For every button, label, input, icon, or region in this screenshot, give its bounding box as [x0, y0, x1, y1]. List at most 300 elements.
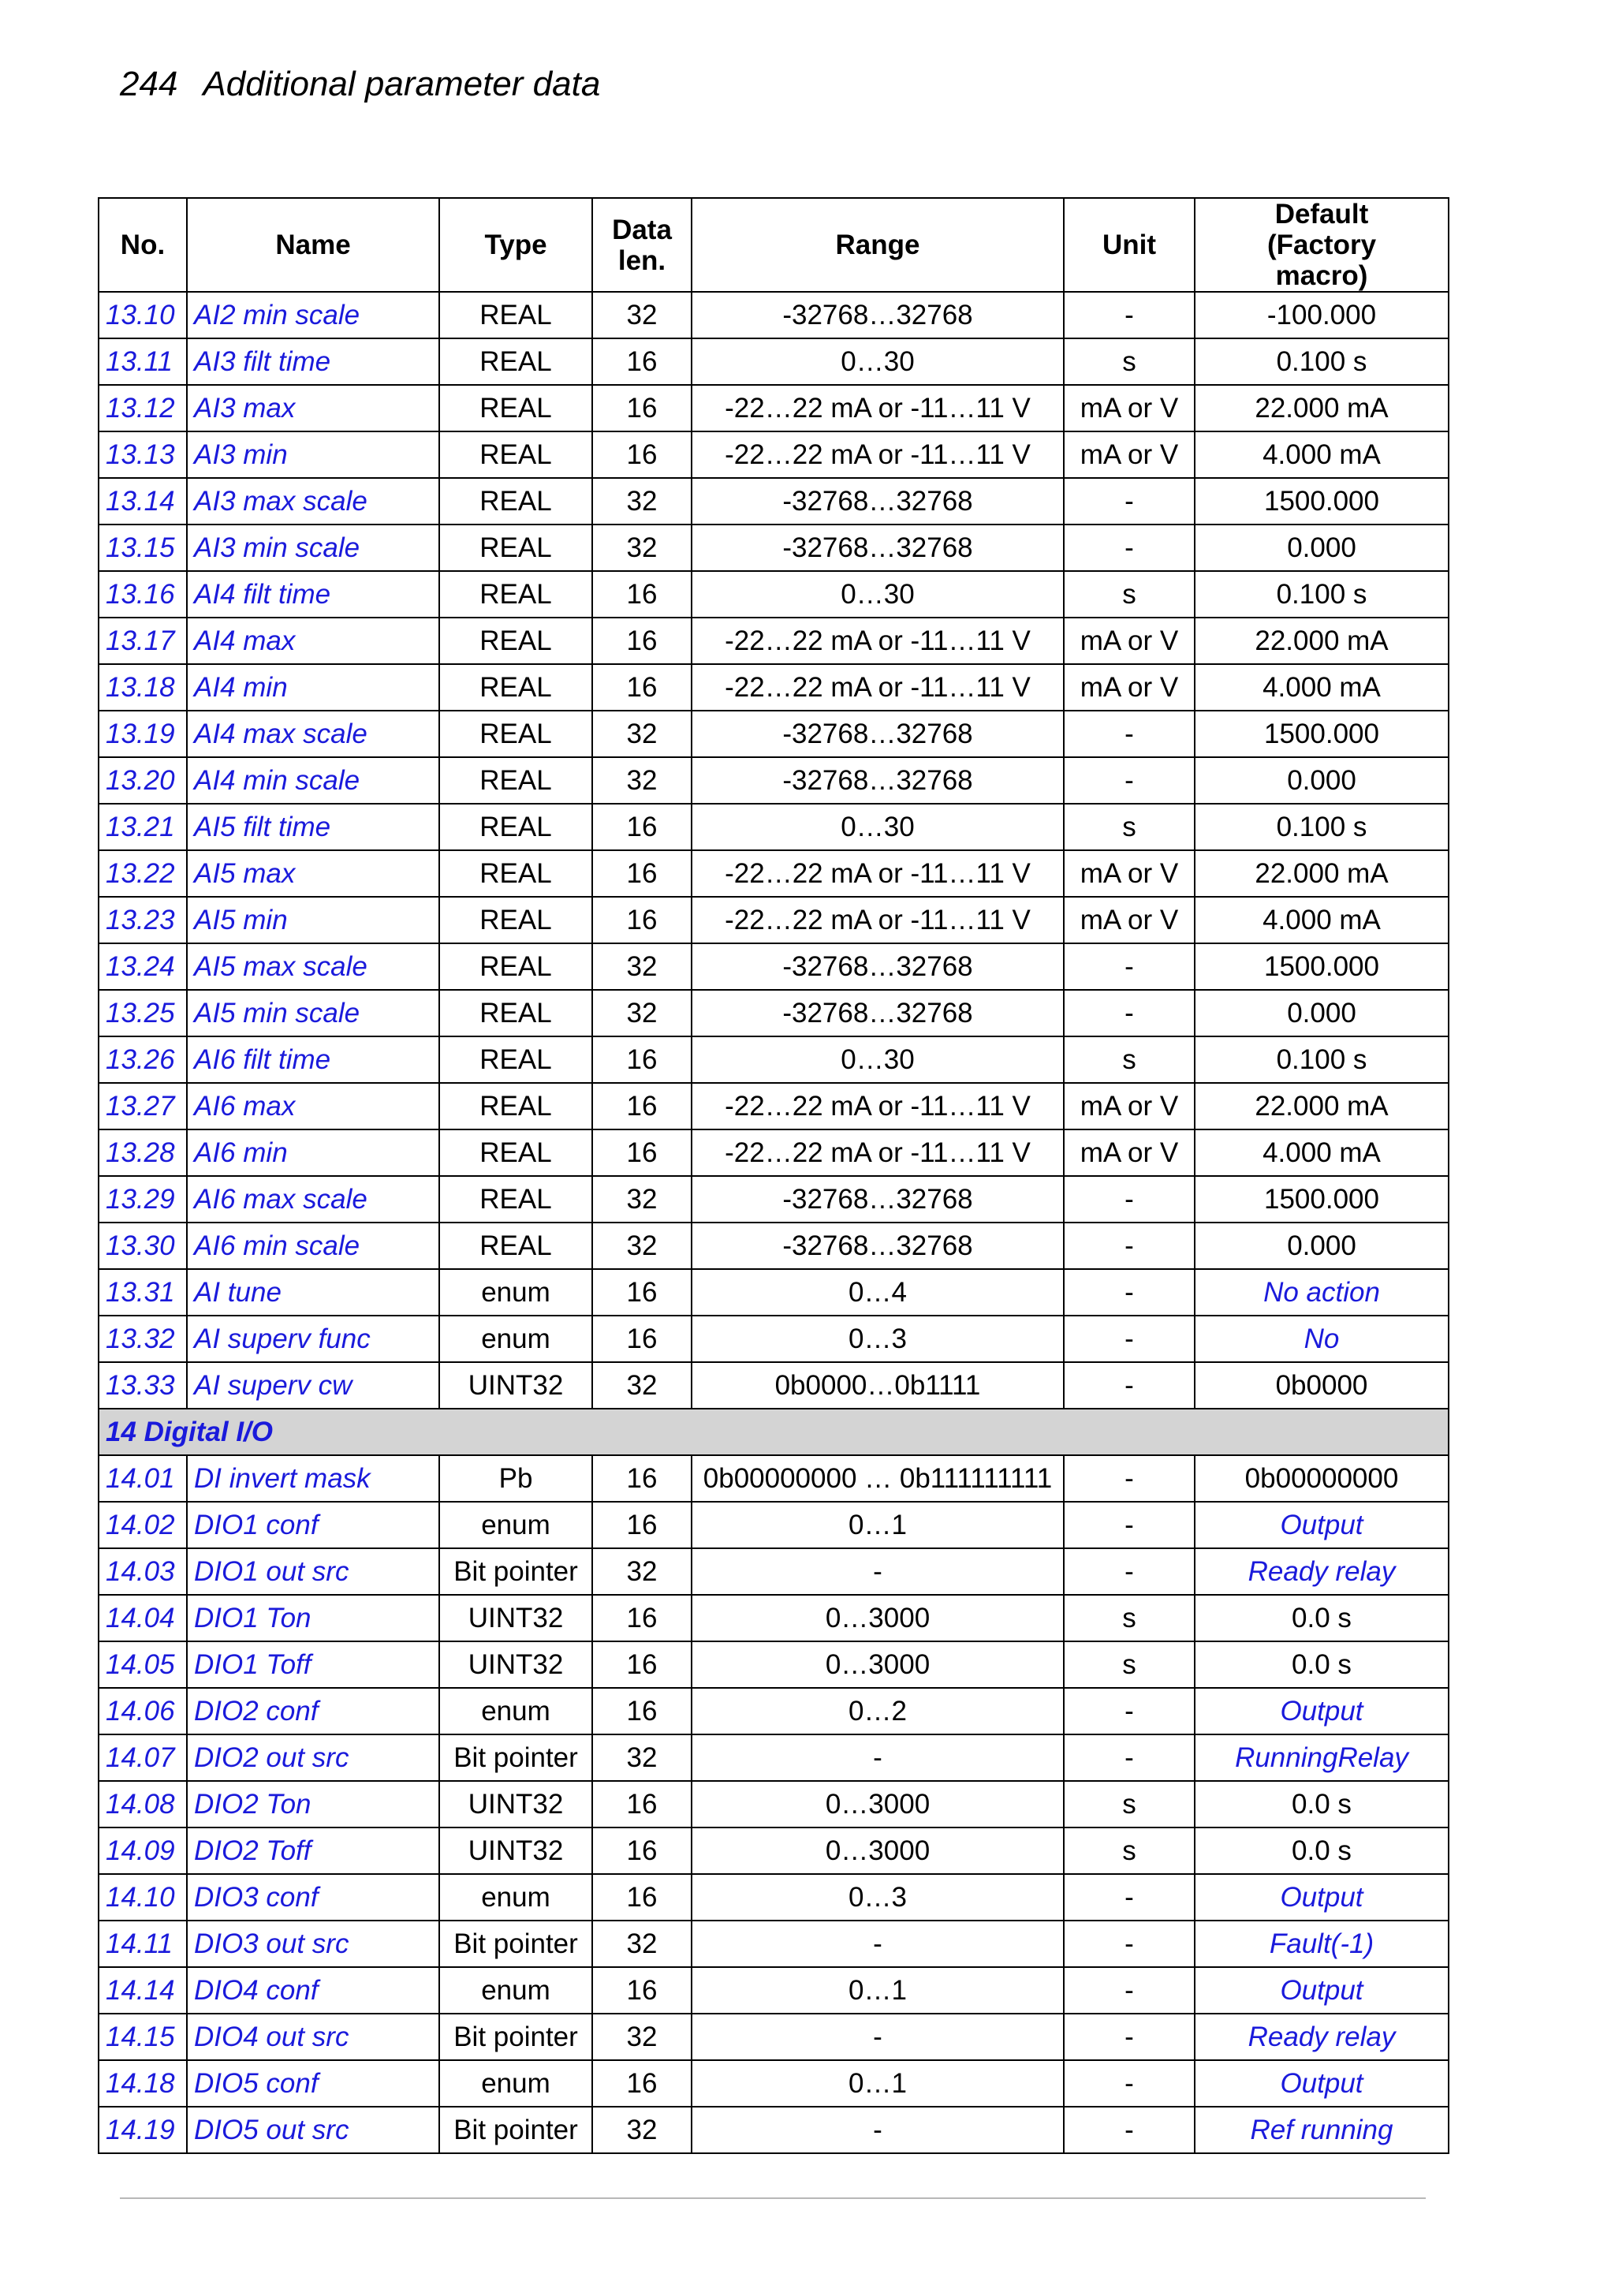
data-len-cell: 16: [592, 1874, 692, 1921]
parameter-number-link[interactable]: 14.09: [99, 1827, 187, 1874]
column-header-default: [1195, 198, 1449, 292]
parameter-number-link[interactable]: 13.23: [99, 897, 187, 943]
parameter-name-link[interactable]: DIO3 out src: [187, 1921, 439, 1967]
default-value-link[interactable]: Output: [1195, 1502, 1449, 1548]
range-cell: -22…22 mA or -11…11 V: [692, 850, 1064, 897]
parameter-number-link[interactable]: 13.11: [99, 338, 187, 385]
table-row: [99, 990, 1449, 1036]
table-row: [99, 1455, 1449, 1502]
default-value-cell: 0.0 s: [1195, 1595, 1449, 1641]
unit-cell: -: [1064, 2014, 1195, 2060]
column-header-data-len-text: Data len.: [612, 214, 672, 276]
range-cell: -32768…32768: [692, 711, 1064, 757]
unit-cell: s: [1064, 1036, 1195, 1083]
data-len-cell: 16: [592, 2060, 692, 2107]
parameter-name-link[interactable]: AI6 filt time: [187, 1036, 439, 1083]
table-row: [99, 2060, 1449, 2107]
type-cell: REAL: [439, 618, 592, 664]
default-value-cell: 0.0 s: [1195, 1827, 1449, 1874]
unit-cell: -: [1064, 1362, 1195, 1409]
parameter-name-link[interactable]: DIO3 conf: [187, 1874, 439, 1921]
default-value-cell: 22.000 mA: [1195, 618, 1449, 664]
parameter-name-link[interactable]: AI5 max: [187, 850, 439, 897]
parameter-name-link[interactable]: DIO2 out src: [187, 1734, 439, 1781]
parameter-number-link[interactable]: 14.11: [99, 1921, 187, 1967]
unit-cell: -: [1064, 1502, 1195, 1548]
data-len-cell: 16: [592, 1967, 692, 2014]
table-row: [99, 525, 1449, 571]
unit-cell: -: [1064, 525, 1195, 571]
default-value-link[interactable]: Ready relay: [1195, 1548, 1449, 1595]
parameter-number-link[interactable]: 13.17: [99, 618, 187, 664]
parameter-name-link[interactable]: DIO1 conf: [187, 1502, 439, 1548]
unit-cell: -: [1064, 478, 1195, 525]
unit-cell: mA or V: [1064, 850, 1195, 897]
data-len-cell: 16: [592, 804, 692, 850]
parameter-number-link[interactable]: 13.19: [99, 711, 187, 757]
range-cell: -22…22 mA or -11…11 V: [692, 618, 1064, 664]
default-value-link[interactable]: RunningRelay: [1195, 1734, 1449, 1781]
parameter-name-link[interactable]: DIO1 Toff: [187, 1641, 439, 1688]
type-cell: REAL: [439, 1083, 592, 1129]
parameter-name-link[interactable]: AI4 max: [187, 618, 439, 664]
range-cell: 0…3000: [692, 1827, 1064, 1874]
default-value-cell: 1500.000: [1195, 943, 1449, 990]
parameter-number-link[interactable]: 13.24: [99, 943, 187, 990]
type-cell: UINT32: [439, 1641, 592, 1688]
default-value-cell: 0.100 s: [1195, 1036, 1449, 1083]
default-value-cell: 0b00000000: [1195, 1455, 1449, 1502]
table-body: [99, 292, 1449, 2153]
parameter-name-link[interactable]: DIO5 out src: [187, 2107, 439, 2153]
data-len-cell: 16: [592, 1316, 692, 1362]
table-row: [99, 618, 1449, 664]
parameter-number-link[interactable]: 13.12: [99, 385, 187, 431]
range-cell: -22…22 mA or -11…11 V: [692, 1083, 1064, 1129]
default-value-cell: 0b0000: [1195, 1362, 1449, 1409]
parameter-number-link[interactable]: 13.29: [99, 1176, 187, 1223]
parameter-name-link[interactable]: DIO1 Ton: [187, 1595, 439, 1641]
default-value-link[interactable]: Ref running: [1195, 2107, 1449, 2153]
data-len-cell: 32: [592, 943, 692, 990]
table-row: [99, 1316, 1449, 1362]
data-len-cell: 16: [592, 338, 692, 385]
parameter-number-link[interactable]: 13.20: [99, 757, 187, 804]
data-len-cell: 16: [592, 850, 692, 897]
data-len-cell: 16: [592, 1083, 692, 1129]
range-cell: 0…4: [692, 1269, 1064, 1316]
unit-cell: s: [1064, 571, 1195, 618]
table-row: [99, 1548, 1449, 1595]
unit-cell: s: [1064, 1781, 1195, 1827]
range-cell: 0b0000…0b1111: [692, 1362, 1064, 1409]
data-len-cell: 16: [592, 1455, 692, 1502]
unit-cell: -: [1064, 1316, 1195, 1362]
range-cell: -32768…32768: [692, 757, 1064, 804]
parameter-name-link[interactable]: AI3 max scale: [187, 478, 439, 525]
table-row: [99, 431, 1449, 478]
column-header-type: Type: [439, 198, 592, 292]
data-len-cell: 32: [592, 2107, 692, 2153]
group-row: [99, 1409, 1449, 1455]
parameter-name-link[interactable]: AI4 max scale: [187, 711, 439, 757]
default-value-cell: 1500.000: [1195, 711, 1449, 757]
data-len-cell: 16: [592, 1129, 692, 1176]
parameter-number-link[interactable]: 13.32: [99, 1316, 187, 1362]
parameter-name-link[interactable]: DIO4 out src: [187, 2014, 439, 2060]
column-header-range: Range: [692, 198, 1064, 292]
data-len-cell: 16: [592, 431, 692, 478]
parameter-name-link[interactable]: DI invert mask: [187, 1455, 439, 1502]
parameter-name-link[interactable]: AI6 min: [187, 1129, 439, 1176]
default-value-cell: 1500.000: [1195, 478, 1449, 525]
parameter-name-link[interactable]: AI tune: [187, 1269, 439, 1316]
data-len-cell: 16: [592, 618, 692, 664]
unit-cell: s: [1064, 1827, 1195, 1874]
type-cell: REAL: [439, 804, 592, 850]
data-len-cell: 16: [592, 1269, 692, 1316]
parameter-name-link[interactable]: AI4 filt time: [187, 571, 439, 618]
type-cell: REAL: [439, 338, 592, 385]
parameter-number-link[interactable]: 14.01: [99, 1455, 187, 1502]
type-cell: UINT32: [439, 1781, 592, 1827]
unit-cell: mA or V: [1064, 1083, 1195, 1129]
table-row: [99, 385, 1449, 431]
table-row: [99, 1595, 1449, 1641]
range-cell: -32768…32768: [692, 478, 1064, 525]
type-cell: Bit pointer: [439, 2014, 592, 2060]
type-cell: REAL: [439, 292, 592, 338]
parameter-name-link[interactable]: AI5 min: [187, 897, 439, 943]
type-cell: Bit pointer: [439, 1921, 592, 1967]
range-cell: -32768…32768: [692, 1176, 1064, 1223]
unit-cell: -: [1064, 1455, 1195, 1502]
table-row: [99, 1176, 1449, 1223]
parameter-number-link[interactable]: 13.28: [99, 1129, 187, 1176]
parameter-name-link[interactable]: AI3 max: [187, 385, 439, 431]
parameter-name-link[interactable]: AI2 min scale: [187, 292, 439, 338]
type-cell: REAL: [439, 943, 592, 990]
table-row: [99, 2014, 1449, 2060]
column-header-unit: Unit: [1064, 198, 1195, 292]
data-len-cell: 32: [592, 990, 692, 1036]
unit-cell: -: [1064, 1734, 1195, 1781]
table-row: [99, 338, 1449, 385]
parameter-number-link[interactable]: 13.18: [99, 664, 187, 711]
table-row: [99, 571, 1449, 618]
default-value-cell: 22.000 mA: [1195, 385, 1449, 431]
unit-cell: s: [1064, 804, 1195, 850]
parameter-name-link[interactable]: DIO5 conf: [187, 2060, 439, 2107]
data-len-cell: 16: [592, 571, 692, 618]
parameter-name-link[interactable]: DIO1 out src: [187, 1548, 439, 1595]
unit-cell: -: [1064, 2107, 1195, 2153]
type-cell: UINT32: [439, 1362, 592, 1409]
unit-cell: -: [1064, 711, 1195, 757]
unit-cell: -: [1064, 1967, 1195, 2014]
table-row: [99, 1223, 1449, 1269]
parameter-number-link[interactable]: 14.02: [99, 1502, 187, 1548]
data-len-cell: 16: [592, 664, 692, 711]
range-cell: 0…1: [692, 1502, 1064, 1548]
data-len-cell: 32: [592, 1921, 692, 1967]
group-title[interactable]: 14 Digital I/O: [99, 1409, 1449, 1455]
data-len-cell: 16: [592, 385, 692, 431]
table-row: [99, 292, 1449, 338]
unit-cell: -: [1064, 1874, 1195, 1921]
data-len-cell: 16: [592, 1595, 692, 1641]
parameter-number-link[interactable]: 13.14: [99, 478, 187, 525]
data-len-cell: 32: [592, 1548, 692, 1595]
range-cell: 0…30: [692, 1036, 1064, 1083]
parameter-name-link[interactable]: DIO2 Ton: [187, 1781, 439, 1827]
range-cell: 0…3: [692, 1874, 1064, 1921]
parameter-name-link[interactable]: DIO2 Toff: [187, 1827, 439, 1874]
range-cell: -32768…32768: [692, 990, 1064, 1036]
type-cell: REAL: [439, 1036, 592, 1083]
table-row: [99, 1688, 1449, 1734]
type-cell: REAL: [439, 711, 592, 757]
default-value-cell: 0.000: [1195, 990, 1449, 1036]
type-cell: enum: [439, 1316, 592, 1362]
default-value-cell: 22.000 mA: [1195, 850, 1449, 897]
table-row: [99, 850, 1449, 897]
table-row: [99, 897, 1449, 943]
parameter-name-link[interactable]: AI6 min scale: [187, 1223, 439, 1269]
parameter-name-link[interactable]: DIO4 conf: [187, 1967, 439, 2014]
parameter-name-link[interactable]: AI3 min scale: [187, 525, 439, 571]
parameter-number-link[interactable]: 13.33: [99, 1362, 187, 1409]
page-title: Additional parameter data: [203, 65, 601, 103]
parameter-number-link[interactable]: 14.06: [99, 1688, 187, 1734]
unit-cell: s: [1064, 338, 1195, 385]
data-len-cell: 32: [592, 478, 692, 525]
parameter-name-link[interactable]: AI superv cw: [187, 1362, 439, 1409]
range-cell: 0…30: [692, 571, 1064, 618]
unit-cell: -: [1064, 757, 1195, 804]
table-row: [99, 478, 1449, 525]
table-row: [99, 1641, 1449, 1688]
type-cell: REAL: [439, 1223, 592, 1269]
parameter-number-link[interactable]: 13.27: [99, 1083, 187, 1129]
range-cell: -32768…32768: [692, 292, 1064, 338]
parameter-name-link[interactable]: AI5 max scale: [187, 943, 439, 990]
unit-cell: mA or V: [1064, 897, 1195, 943]
parameter-name-link[interactable]: AI4 min: [187, 664, 439, 711]
data-len-cell: 32: [592, 292, 692, 338]
unit-cell: -: [1064, 292, 1195, 338]
unit-cell: s: [1064, 1595, 1195, 1641]
default-value-cell: 0.000: [1195, 525, 1449, 571]
parameter-number-link[interactable]: 13.25: [99, 990, 187, 1036]
default-value-cell: 4.000 mA: [1195, 664, 1449, 711]
default-value-cell: 4.000 mA: [1195, 897, 1449, 943]
table-row: [99, 1967, 1449, 2014]
unit-cell: mA or V: [1064, 618, 1195, 664]
unit-cell: -: [1064, 943, 1195, 990]
default-value-cell: 4.000 mA: [1195, 1129, 1449, 1176]
unit-cell: -: [1064, 1548, 1195, 1595]
type-cell: Bit pointer: [439, 1734, 592, 1781]
data-len-cell: 16: [592, 1781, 692, 1827]
range-cell: 0…1: [692, 1967, 1064, 2014]
parameter-number-link[interactable]: 13.31: [99, 1269, 187, 1316]
type-cell: Bit pointer: [439, 2107, 592, 2153]
parameter-number-link[interactable]: 14.05: [99, 1641, 187, 1688]
parameter-name-link[interactable]: AI5 min scale: [187, 990, 439, 1036]
default-value-cell: 0.000: [1195, 757, 1449, 804]
range-cell: -22…22 mA or -11…11 V: [692, 385, 1064, 431]
parameter-number-link[interactable]: 13.22: [99, 850, 187, 897]
data-len-cell: 16: [592, 1036, 692, 1083]
type-cell: REAL: [439, 1176, 592, 1223]
type-cell: REAL: [439, 850, 592, 897]
default-value-link[interactable]: Output: [1195, 1688, 1449, 1734]
unit-cell: mA or V: [1064, 385, 1195, 431]
parameter-number-link[interactable]: 14.03: [99, 1548, 187, 1595]
parameter-number-link[interactable]: 13.13: [99, 431, 187, 478]
data-len-cell: 16: [592, 1688, 692, 1734]
data-len-cell: 32: [592, 757, 692, 804]
parameter-number-link[interactable]: 14.08: [99, 1781, 187, 1827]
page-number: 244: [120, 65, 178, 103]
parameter-name-link[interactable]: AI superv func: [187, 1316, 439, 1362]
type-cell: enum: [439, 1502, 592, 1548]
unit-cell: -: [1064, 990, 1195, 1036]
parameter-number-link[interactable]: 13.10: [99, 292, 187, 338]
data-len-cell: 32: [592, 1223, 692, 1269]
footer-rule: [120, 2197, 1426, 2199]
range-cell: -: [692, 2014, 1064, 2060]
parameter-number-link[interactable]: 14.15: [99, 2014, 187, 2060]
parameter-number-link[interactable]: 14.04: [99, 1595, 187, 1641]
data-len-cell: 32: [592, 1734, 692, 1781]
column-header-name: Name: [187, 198, 439, 292]
parameter-number-link[interactable]: 14.10: [99, 1874, 187, 1921]
range-cell: 0…3: [692, 1316, 1064, 1362]
table-row: [99, 1129, 1449, 1176]
range-cell: 0…3000: [692, 1781, 1064, 1827]
parameter-name-link[interactable]: AI3 min: [187, 431, 439, 478]
type-cell: REAL: [439, 431, 592, 478]
type-cell: UINT32: [439, 1595, 592, 1641]
parameter-name-link[interactable]: AI3 filt time: [187, 338, 439, 385]
default-value-cell: 22.000 mA: [1195, 1083, 1449, 1129]
type-cell: Pb: [439, 1455, 592, 1502]
default-value-link[interactable]: Fault(-1): [1195, 1921, 1449, 1967]
data-len-cell: 16: [592, 897, 692, 943]
default-value-link[interactable]: Output: [1195, 1967, 1449, 2014]
parameter-number-link[interactable]: 14.14: [99, 1967, 187, 2014]
default-value-cell: -100.000: [1195, 292, 1449, 338]
data-len-cell: 32: [592, 711, 692, 757]
default-value-cell: 0.100 s: [1195, 571, 1449, 618]
default-value-link[interactable]: Ready relay: [1195, 2014, 1449, 2060]
type-cell: UINT32: [439, 1827, 592, 1874]
range-cell: -: [692, 1548, 1064, 1595]
parameter-number-link[interactable]: 13.15: [99, 525, 187, 571]
data-len-cell: 32: [592, 2014, 692, 2060]
type-cell: REAL: [439, 478, 592, 525]
data-len-cell: 16: [592, 1641, 692, 1688]
default-value-cell: 4.000 mA: [1195, 431, 1449, 478]
range-cell: -: [692, 1734, 1064, 1781]
range-cell: -22…22 mA or -11…11 V: [692, 431, 1064, 478]
parameter-name-link[interactable]: AI6 max scale: [187, 1176, 439, 1223]
unit-cell: mA or V: [1064, 1129, 1195, 1176]
default-value-link[interactable]: No: [1195, 1316, 1449, 1362]
parameter-number-link[interactable]: 14.18: [99, 2060, 187, 2107]
range-cell: -: [692, 1921, 1064, 1967]
default-value-cell: 0.0 s: [1195, 1641, 1449, 1688]
column-header-data-len: [592, 198, 692, 292]
range-cell: -22…22 mA or -11…11 V: [692, 897, 1064, 943]
unit-cell: -: [1064, 1269, 1195, 1316]
column-header-no: No.: [99, 198, 187, 292]
default-value-cell: 1500.000: [1195, 1176, 1449, 1223]
data-len-cell: 32: [592, 1176, 692, 1223]
type-cell: enum: [439, 1874, 592, 1921]
parameter-number-link[interactable]: 13.21: [99, 804, 187, 850]
range-cell: 0…2: [692, 1688, 1064, 1734]
data-len-cell: 16: [592, 1827, 692, 1874]
parameter-number-link[interactable]: 13.16: [99, 571, 187, 618]
table-header-row: [99, 198, 1449, 292]
type-cell: REAL: [439, 1129, 592, 1176]
unit-cell: -: [1064, 1688, 1195, 1734]
type-cell: REAL: [439, 757, 592, 804]
range-cell: 0…30: [692, 804, 1064, 850]
unit-cell: mA or V: [1064, 664, 1195, 711]
unit-cell: s: [1064, 1641, 1195, 1688]
table-row: [99, 1827, 1449, 1874]
table-row: [99, 2107, 1449, 2153]
default-value-link[interactable]: No action: [1195, 1269, 1449, 1316]
table-row: [99, 1874, 1449, 1921]
parameter-name-link[interactable]: AI5 filt time: [187, 804, 439, 850]
default-value-cell: 0.000: [1195, 1223, 1449, 1269]
type-cell: REAL: [439, 990, 592, 1036]
range-cell: 0…3000: [692, 1595, 1064, 1641]
default-value-link[interactable]: Output: [1195, 1874, 1449, 1921]
parameter-name-link[interactable]: DIO2 conf: [187, 1688, 439, 1734]
range-cell: -22…22 mA or -11…11 V: [692, 1129, 1064, 1176]
type-cell: enum: [439, 1688, 592, 1734]
unit-cell: -: [1064, 2060, 1195, 2107]
data-len-cell: 32: [592, 1362, 692, 1409]
default-value-link[interactable]: Output: [1195, 2060, 1449, 2107]
table-row: [99, 1036, 1449, 1083]
type-cell: REAL: [439, 664, 592, 711]
type-cell: REAL: [439, 897, 592, 943]
parameter-name-link[interactable]: AI6 max: [187, 1083, 439, 1129]
table-row: [99, 1362, 1449, 1409]
type-cell: enum: [439, 1967, 592, 2014]
table-row: [99, 1269, 1449, 1316]
unit-cell: -: [1064, 1223, 1195, 1269]
parameter-number-link[interactable]: 14.07: [99, 1734, 187, 1781]
parameter-number-link[interactable]: 13.30: [99, 1223, 187, 1269]
parameter-name-link[interactable]: AI4 min scale: [187, 757, 439, 804]
column-header-default-text: Default (Factory macro): [1266, 199, 1377, 291]
parameter-number-link[interactable]: 14.19: [99, 2107, 187, 2153]
type-cell: Bit pointer: [439, 1548, 592, 1595]
default-value-cell: 0.100 s: [1195, 338, 1449, 385]
parameter-table: [98, 197, 1449, 2154]
unit-cell: -: [1064, 1176, 1195, 1223]
parameter-number-link[interactable]: 13.26: [99, 1036, 187, 1083]
table-row: [99, 1083, 1449, 1129]
